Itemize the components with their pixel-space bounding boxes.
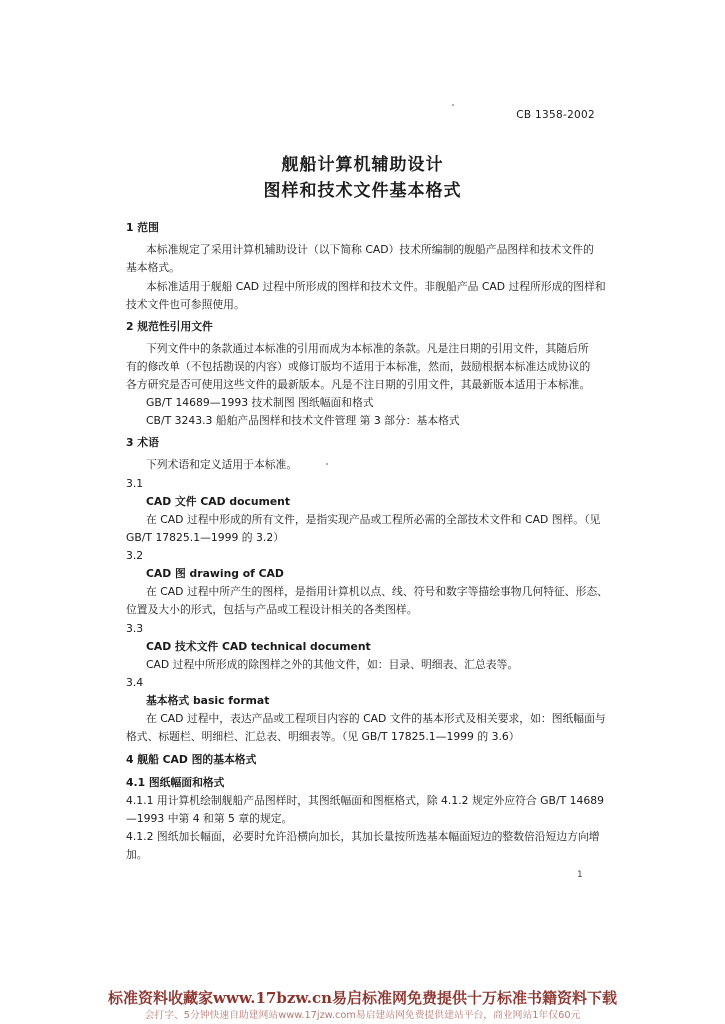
paragraph-line: 本标准规定了采用计算机辅助设计（以下简称 CAD）技术所编制的舰船产品图样和技术文件的 <box>146 243 594 256</box>
paragraph-line: 下列文件中的条款通过本标准的引用而成为本标准的条款。凡是注日期的引用文件，其随后所 <box>146 342 589 355</box>
term-heading: 基本格式 basic format <box>146 694 270 707</box>
paragraph-line: 在 CAD 过程中所产生的图样，是指用计算机以点、线、符号和数字等描绘事物几何特征、形态、 <box>146 585 608 598</box>
term-heading: CAD 技术文件 CAD technical document <box>146 640 371 653</box>
paragraph-line: 有的修改单（不包括勘误的内容）或修订版均不适用于本标准，然而，鼓励根据本标准达成协议的 <box>126 360 591 373</box>
reference-item: GB/T 14689—1993 技术制图 图纸幅面和格式 <box>146 396 374 409</box>
subsection-heading: 4.1 图纸幅面和格式 <box>126 776 225 789</box>
scan-speck <box>326 463 328 465</box>
watermark-footer-line-1: 标准资料收藏家www.17bzw.cn易启标准网免费提供十万标准书籍资料下载 <box>108 989 617 1007</box>
clause-number: 3.2 <box>126 549 144 562</box>
section-heading: 2 规范性引用文件 <box>126 320 213 333</box>
watermark-footer-line-2: 会打字、5分钟快速自助建网站www.17jzw.com易启建站网免费提供建站平台，商业网站1年仅60元 <box>144 1010 581 1021</box>
clause-number: 3.1 <box>126 477 144 490</box>
title-line-2: 图样和技术文件基本格式 <box>263 181 462 201</box>
paragraph-line: 下列术语和定义适用于本标准。 <box>146 458 298 471</box>
paragraph-line: 格式、标题栏、明细栏、汇总表、明细表等。（见 GB/T 17825.1—1999 的 3.6） <box>126 730 520 743</box>
paragraph-line: —1993 中第 4 和第 5 章的规定。 <box>126 812 293 825</box>
section-heading: 4 舰船 CAD 图的基本格式 <box>126 753 257 766</box>
paragraph-line: 技术文件也可参照使用。 <box>126 298 245 311</box>
paragraph-line: 4.1.2 图纸加长幅面，必要时允许沿横向加长，其加长量按所选基本幅面短边的整数倍沿短边方向增 <box>126 830 600 843</box>
page-number: 1 <box>577 870 583 880</box>
paragraph-line: 各方研究是否可使用这些文件的最新版本。凡是不注日期的引用文件，其最新版本适用于本标准。 <box>126 378 591 391</box>
term-heading: CAD 图 drawing of CAD <box>146 567 284 580</box>
reference-item: CB/T 3243.3 船舶产品图样和技术文件管理 第 3 部分：基本格式 <box>146 414 460 427</box>
scan-speck <box>452 104 454 106</box>
clause-number: 3.3 <box>126 622 144 635</box>
paragraph-line: 加。 <box>126 848 148 861</box>
paragraph-line: 4.1.1 用计算机绘制舰船产品图样时，其图纸幅面和图框格式，除 4.1.2 规定外应符合 GB/T 14689 <box>126 794 604 807</box>
paragraph-line: CAD 过程中所形成的除图样之外的其他文件，如：目录、明细表、汇总表等。 <box>146 658 519 671</box>
paragraph-line: 基本格式。 <box>126 261 180 274</box>
clause-number: 3.4 <box>126 676 144 689</box>
section-heading: 3 术语 <box>126 436 159 449</box>
paragraph-line: 本标准适用于舰船 CAD 过程中所形成的图样和技术文件。非舰船产品 CAD 过程所形成的图样和 <box>146 280 606 293</box>
section-heading: 1 范围 <box>126 221 159 234</box>
paragraph-line: GB/T 17825.1—1999 的 3.2） <box>126 531 284 544</box>
standard-number: CB 1358-2002 <box>516 109 595 121</box>
title-line-1: 舰船计算机辅助设计 <box>281 155 444 175</box>
paragraph-line: 在 CAD 过程中形成的所有文件，是指实现产品或工程所必需的全部技术文件和 CAD 图样。（见 <box>146 513 601 526</box>
paragraph-line: 位置及大小的形式，包括与产品或工程设计相关的各类图样。 <box>126 603 418 616</box>
paragraph-line: 在 CAD 过程中，表达产品或工程项目内容的 CAD 文件的基本形式及相关要求，如：图纸幅面与 <box>146 712 606 725</box>
term-heading: CAD 文件 CAD document <box>146 495 291 508</box>
